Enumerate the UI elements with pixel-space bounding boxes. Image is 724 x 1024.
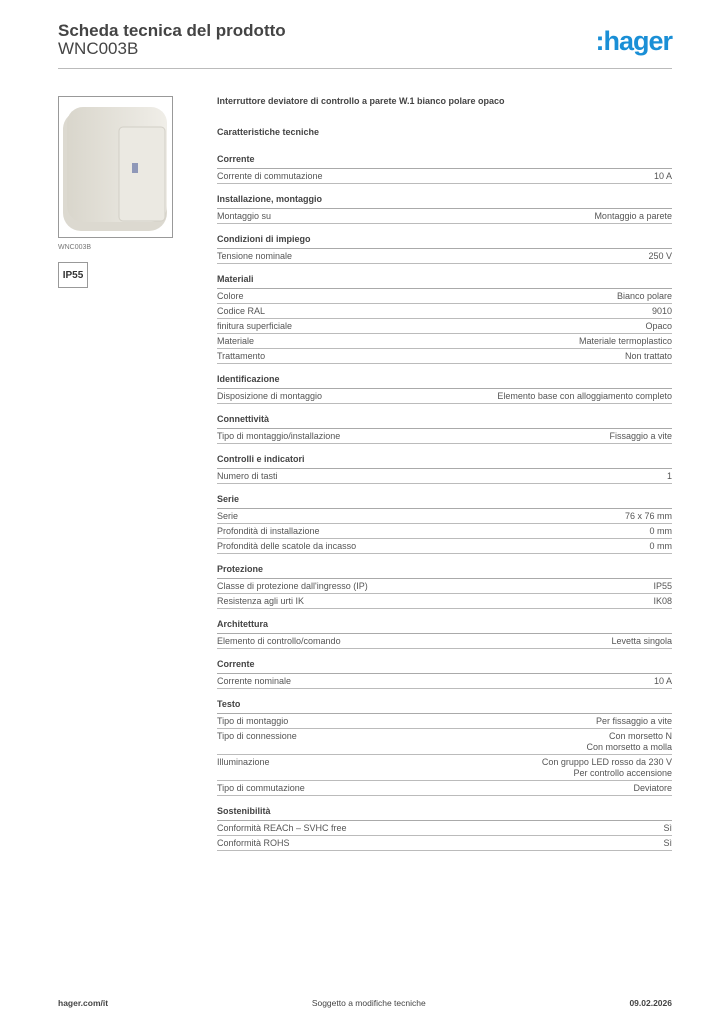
spec-row <box>217 509 672 524</box>
spec-row <box>217 729 672 755</box>
spec-value: Montaggio a parete <box>594 211 672 221</box>
spec-row <box>217 389 672 404</box>
spec-section <box>217 618 672 649</box>
spec-row <box>217 781 672 796</box>
spec-row <box>217 634 672 649</box>
product-description: Interruttore deviatore di controllo a parete W.1 bianco polare opaco <box>217 96 505 106</box>
spec-label: Classe di protezione dall'ingresso (IP) <box>217 581 368 591</box>
spec-value: IP55 <box>653 581 672 591</box>
section-title: Serie <box>217 493 672 509</box>
section-title: Corrente <box>217 153 672 169</box>
footer-website[interactable]: hager.com/it <box>58 998 109 1008</box>
page-title: Scheda tecnica del prodotto <box>58 21 286 40</box>
spec-row <box>217 429 672 444</box>
spec-value: Deviatore <box>633 783 672 793</box>
spec-label: Numero di tasti <box>217 471 278 481</box>
spec-value: Materiale termoplastico <box>578 336 672 346</box>
spec-label: Tipo di connessione <box>217 731 297 741</box>
spec-row <box>217 319 672 334</box>
section-title: Connettività <box>217 413 672 429</box>
spec-section <box>217 805 672 851</box>
spec-row <box>217 524 672 539</box>
section-title: Identificazione <box>217 373 672 389</box>
spec-value: Con gruppo LED rosso da 230 V Per controllo accensione <box>541 757 672 778</box>
spec-label: Conformità ROHS <box>217 838 290 848</box>
section-title: Condizioni di impiego <box>217 233 672 249</box>
footer-note: Soggetto a modifiche tecniche <box>311 998 426 1008</box>
header-divider <box>58 68 672 69</box>
spec-value: 10 A <box>653 171 672 181</box>
spec-label: Disposizione di montaggio <box>217 391 323 401</box>
spec-label: Tipo di montaggio <box>217 716 289 726</box>
spec-section <box>217 233 672 264</box>
spec-row <box>217 539 672 554</box>
characteristics-title: Caratteristiche tecniche <box>217 127 320 137</box>
spec-row <box>217 755 672 781</box>
spec-value: 10 A <box>653 676 672 686</box>
spec-label: Materiale <box>217 336 255 346</box>
footer-date: 09.02.2026 <box>629 998 672 1008</box>
spec-label: finitura superficiale <box>217 321 293 331</box>
spec-label: Colore <box>217 291 244 301</box>
ip-rating-badge: IP55 <box>58 262 88 288</box>
spec-row <box>217 821 672 836</box>
spec-label: Codice RAL <box>217 306 266 316</box>
section-title: Testo <box>217 698 672 714</box>
spec-value: 0 mm <box>649 526 672 536</box>
spec-section <box>217 413 672 444</box>
image-caption: WNC003B <box>58 244 92 251</box>
section-title: Materiali <box>217 273 672 289</box>
spec-label: Conformità REACh – SVHC free <box>217 823 347 833</box>
spec-value: 250 V <box>648 251 672 261</box>
section-title: Sostenibilità <box>217 805 672 821</box>
spec-value: 0 mm <box>649 541 672 551</box>
spec-value: Opaco <box>645 321 672 331</box>
section-title: Protezione <box>217 563 672 579</box>
spec-section <box>217 453 672 484</box>
spec-value: Non trattato <box>624 351 672 361</box>
spec-row <box>217 469 672 484</box>
spec-value: 9010 <box>651 306 672 316</box>
spec-label: Elemento di controllo/comando <box>217 636 341 646</box>
hager-logo: :hager <box>595 26 672 56</box>
section-title: Architettura <box>217 618 672 634</box>
spec-section <box>217 153 672 184</box>
spec-row <box>217 349 672 364</box>
spec-section <box>217 193 672 224</box>
spec-row <box>217 714 672 729</box>
spec-value: Sì <box>663 838 672 848</box>
spec-value: Bianco polare <box>616 291 672 301</box>
section-title: Corrente <box>217 658 672 674</box>
spec-value: Per fissaggio a vite <box>595 716 672 726</box>
spec-value: Levetta singola <box>611 636 672 646</box>
spec-section <box>217 658 672 689</box>
product-code: WNC003B <box>58 39 139 58</box>
spec-row <box>217 836 672 851</box>
spec-row <box>217 579 672 594</box>
spec-label: Resistenza agli urti IK <box>217 596 305 606</box>
spec-label: Tensione nominale <box>217 251 293 261</box>
spec-row <box>217 249 672 264</box>
spec-label: Profondità di installazione <box>217 526 320 536</box>
spec-section <box>217 273 672 364</box>
spec-section <box>217 563 672 609</box>
spec-row <box>217 209 672 224</box>
spec-section <box>217 493 672 554</box>
spec-row <box>217 334 672 349</box>
spec-value: 76 x 76 mm <box>624 511 672 521</box>
spec-value: Con morsetto N Con morsetto a molla <box>586 731 672 752</box>
spec-label: Serie <box>217 511 239 521</box>
product-image <box>58 96 173 238</box>
spec-row <box>217 169 672 184</box>
spec-label: Corrente nominale <box>217 676 292 686</box>
section-title: Controlli e indicatori <box>217 453 672 469</box>
spec-row <box>217 594 672 609</box>
spec-content <box>217 96 672 860</box>
spec-label: Montaggio su <box>217 211 272 221</box>
spec-label: Tipo di montaggio/installazione <box>217 431 341 441</box>
spec-value: Sì <box>663 823 672 833</box>
spec-value: 1 <box>666 471 672 481</box>
spec-row <box>217 304 672 319</box>
spec-row <box>217 674 672 689</box>
spec-value: Fissaggio a vite <box>609 431 672 441</box>
footer <box>58 998 672 1008</box>
spec-label: Tipo di commutazione <box>217 783 305 793</box>
spec-label: Profondità delle scatole da incasso <box>217 541 357 551</box>
spec-label: Trattamento <box>217 351 266 361</box>
spec-value: IK08 <box>653 596 672 606</box>
spec-label: Illuminazione <box>217 757 270 767</box>
section-title: Installazione, montaggio <box>217 193 672 209</box>
spec-label: Corrente di commutazione <box>217 171 323 181</box>
spec-row <box>217 289 672 304</box>
spec-section <box>217 373 672 404</box>
spec-section <box>217 698 672 796</box>
spec-value: Elemento base con alloggiamento completo <box>497 391 672 401</box>
